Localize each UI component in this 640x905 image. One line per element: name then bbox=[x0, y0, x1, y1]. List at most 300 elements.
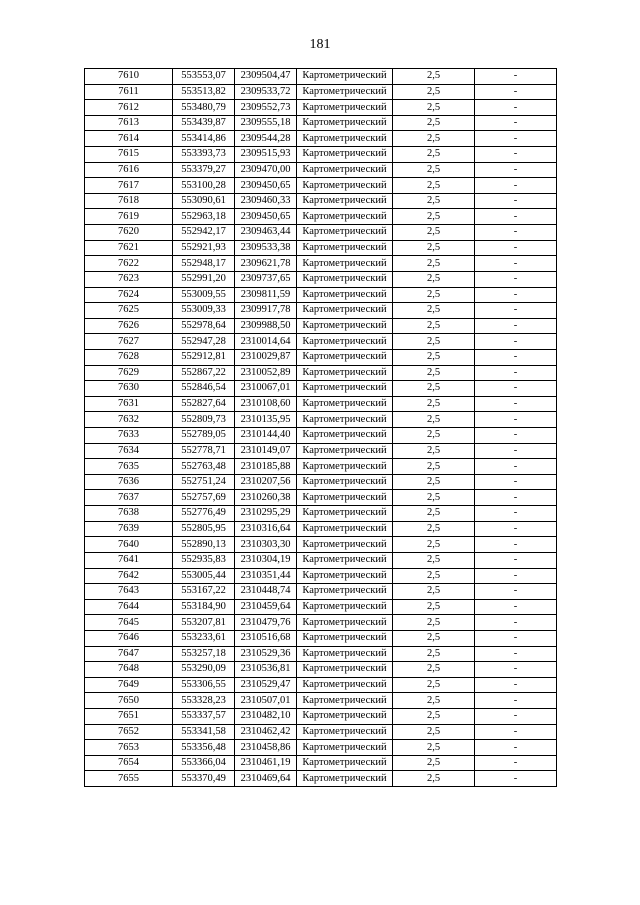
point-number-cell: 7645 bbox=[85, 615, 173, 631]
table-row bbox=[85, 193, 557, 209]
x-coordinate-cell: 553090,61 bbox=[173, 193, 235, 209]
point-number-cell: 7648 bbox=[85, 662, 173, 678]
accuracy-cell: 2,5 bbox=[393, 552, 475, 568]
note-cell: - bbox=[475, 318, 557, 334]
accuracy-cell: 2,5 bbox=[393, 771, 475, 787]
note-cell: - bbox=[475, 615, 557, 631]
y-coordinate-cell: 2310529,36 bbox=[235, 646, 297, 662]
accuracy-cell: 2,5 bbox=[393, 428, 475, 444]
accuracy-cell: 2,5 bbox=[393, 474, 475, 490]
note-cell: - bbox=[475, 225, 557, 241]
point-number-cell: 7622 bbox=[85, 256, 173, 272]
note-cell: - bbox=[475, 490, 557, 506]
method-cell: Картометрический bbox=[297, 677, 393, 693]
point-number-cell: 7618 bbox=[85, 193, 173, 209]
table-row bbox=[85, 740, 557, 756]
method-cell: Картометрический bbox=[297, 584, 393, 600]
note-cell: - bbox=[475, 349, 557, 365]
note-cell: - bbox=[475, 521, 557, 537]
accuracy-cell: 2,5 bbox=[393, 708, 475, 724]
point-number-cell: 7614 bbox=[85, 131, 173, 147]
point-number-cell: 7654 bbox=[85, 755, 173, 771]
method-cell: Картометрический bbox=[297, 708, 393, 724]
y-coordinate-cell: 2310459,64 bbox=[235, 599, 297, 615]
table-row bbox=[85, 256, 557, 272]
point-number-cell: 7635 bbox=[85, 459, 173, 475]
point-number-cell: 7639 bbox=[85, 521, 173, 537]
method-cell: Картометрический bbox=[297, 521, 393, 537]
note-cell: - bbox=[475, 162, 557, 178]
accuracy-cell: 2,5 bbox=[393, 349, 475, 365]
y-coordinate-cell: 2310316,64 bbox=[235, 521, 297, 537]
table-row bbox=[85, 428, 557, 444]
accuracy-cell: 2,5 bbox=[393, 584, 475, 600]
x-coordinate-cell: 553379,27 bbox=[173, 162, 235, 178]
point-number-cell: 7620 bbox=[85, 225, 173, 241]
y-coordinate-cell: 2309737,65 bbox=[235, 271, 297, 287]
table-row bbox=[85, 225, 557, 241]
point-number-cell: 7617 bbox=[85, 178, 173, 194]
table-row bbox=[85, 443, 557, 459]
y-coordinate-cell: 2309917,78 bbox=[235, 303, 297, 319]
x-coordinate-cell: 553480,79 bbox=[173, 100, 235, 116]
y-coordinate-cell: 2309552,73 bbox=[235, 100, 297, 116]
accuracy-cell: 2,5 bbox=[393, 271, 475, 287]
note-cell: - bbox=[475, 147, 557, 163]
method-cell: Картометрический bbox=[297, 84, 393, 100]
method-cell: Картометрический bbox=[297, 287, 393, 303]
x-coordinate-cell: 552789,05 bbox=[173, 428, 235, 444]
method-cell: Картометрический bbox=[297, 271, 393, 287]
accuracy-cell: 2,5 bbox=[393, 459, 475, 475]
point-number-cell: 7613 bbox=[85, 115, 173, 131]
accuracy-cell: 2,5 bbox=[393, 506, 475, 522]
note-cell: - bbox=[475, 662, 557, 678]
y-coordinate-cell: 2310482,10 bbox=[235, 708, 297, 724]
method-cell: Картометрический bbox=[297, 100, 393, 116]
table-row bbox=[85, 100, 557, 116]
table-row bbox=[85, 365, 557, 381]
table-row bbox=[85, 474, 557, 490]
method-cell: Картометрический bbox=[297, 209, 393, 225]
note-cell: - bbox=[475, 506, 557, 522]
point-number-cell: 7621 bbox=[85, 240, 173, 256]
note-cell: - bbox=[475, 287, 557, 303]
table-row bbox=[85, 381, 557, 397]
y-coordinate-cell: 2309811,59 bbox=[235, 287, 297, 303]
point-number-cell: 7655 bbox=[85, 771, 173, 787]
x-coordinate-cell: 553184,90 bbox=[173, 599, 235, 615]
table-row bbox=[85, 708, 557, 724]
x-coordinate-cell: 552963,18 bbox=[173, 209, 235, 225]
y-coordinate-cell: 2309533,38 bbox=[235, 240, 297, 256]
table-row bbox=[85, 693, 557, 709]
accuracy-cell: 2,5 bbox=[393, 396, 475, 412]
note-cell: - bbox=[475, 240, 557, 256]
y-coordinate-cell: 2310529,47 bbox=[235, 677, 297, 693]
method-cell: Картометрический bbox=[297, 740, 393, 756]
accuracy-cell: 2,5 bbox=[393, 724, 475, 740]
method-cell: Картометрический bbox=[297, 412, 393, 428]
accuracy-cell: 2,5 bbox=[393, 193, 475, 209]
note-cell: - bbox=[475, 724, 557, 740]
y-coordinate-cell: 2310479,76 bbox=[235, 615, 297, 631]
note-cell: - bbox=[475, 552, 557, 568]
point-number-cell: 7625 bbox=[85, 303, 173, 319]
x-coordinate-cell: 553393,73 bbox=[173, 147, 235, 163]
y-coordinate-cell: 2310144,40 bbox=[235, 428, 297, 444]
point-number-cell: 7634 bbox=[85, 443, 173, 459]
x-coordinate-cell: 552805,95 bbox=[173, 521, 235, 537]
accuracy-cell: 2,5 bbox=[393, 131, 475, 147]
accuracy-cell: 2,5 bbox=[393, 147, 475, 163]
y-coordinate-cell: 2310351,44 bbox=[235, 568, 297, 584]
accuracy-cell: 2,5 bbox=[393, 287, 475, 303]
accuracy-cell: 2,5 bbox=[393, 599, 475, 615]
x-coordinate-cell: 553553,07 bbox=[173, 69, 235, 85]
note-cell: - bbox=[475, 271, 557, 287]
y-coordinate-cell: 2310458,86 bbox=[235, 740, 297, 756]
method-cell: Картометрический bbox=[297, 396, 393, 412]
accuracy-cell: 2,5 bbox=[393, 256, 475, 272]
x-coordinate-cell: 553005,44 bbox=[173, 568, 235, 584]
method-cell: Картометрический bbox=[297, 615, 393, 631]
table-row bbox=[85, 287, 557, 303]
x-coordinate-cell: 552763,48 bbox=[173, 459, 235, 475]
method-cell: Картометрический bbox=[297, 193, 393, 209]
table-row bbox=[85, 115, 557, 131]
note-cell: - bbox=[475, 708, 557, 724]
note-cell: - bbox=[475, 396, 557, 412]
point-number-cell: 7643 bbox=[85, 584, 173, 600]
note-cell: - bbox=[475, 381, 557, 397]
y-coordinate-cell: 2310185,88 bbox=[235, 459, 297, 475]
y-coordinate-cell: 2310516,68 bbox=[235, 630, 297, 646]
accuracy-cell: 2,5 bbox=[393, 240, 475, 256]
accuracy-cell: 2,5 bbox=[393, 630, 475, 646]
method-cell: Картометрический bbox=[297, 115, 393, 131]
method-cell: Картометрический bbox=[297, 724, 393, 740]
method-cell: Картометрический bbox=[297, 630, 393, 646]
x-coordinate-cell: 552757,69 bbox=[173, 490, 235, 506]
x-coordinate-cell: 553328,23 bbox=[173, 693, 235, 709]
note-cell: - bbox=[475, 365, 557, 381]
accuracy-cell: 2,5 bbox=[393, 662, 475, 678]
table-row bbox=[85, 271, 557, 287]
accuracy-cell: 2,5 bbox=[393, 646, 475, 662]
y-coordinate-cell: 2310014,64 bbox=[235, 334, 297, 350]
table-row bbox=[85, 630, 557, 646]
method-cell: Картометрический bbox=[297, 334, 393, 350]
note-cell: - bbox=[475, 100, 557, 116]
accuracy-cell: 2,5 bbox=[393, 84, 475, 100]
y-coordinate-cell: 2310067,01 bbox=[235, 381, 297, 397]
x-coordinate-cell: 552827,64 bbox=[173, 396, 235, 412]
method-cell: Картометрический bbox=[297, 303, 393, 319]
note-cell: - bbox=[475, 412, 557, 428]
method-cell: Картометрический bbox=[297, 771, 393, 787]
table-row bbox=[85, 240, 557, 256]
y-coordinate-cell: 2310260,38 bbox=[235, 490, 297, 506]
method-cell: Картометрический bbox=[297, 646, 393, 662]
point-number-cell: 7649 bbox=[85, 677, 173, 693]
x-coordinate-cell: 553513,82 bbox=[173, 84, 235, 100]
accuracy-cell: 2,5 bbox=[393, 490, 475, 506]
point-number-cell: 7641 bbox=[85, 552, 173, 568]
x-coordinate-cell: 553233,61 bbox=[173, 630, 235, 646]
x-coordinate-cell: 553306,55 bbox=[173, 677, 235, 693]
method-cell: Картометрический bbox=[297, 349, 393, 365]
note-cell: - bbox=[475, 568, 557, 584]
point-number-cell: 7642 bbox=[85, 568, 173, 584]
accuracy-cell: 2,5 bbox=[393, 443, 475, 459]
method-cell: Картометрический bbox=[297, 459, 393, 475]
y-coordinate-cell: 2309450,65 bbox=[235, 209, 297, 225]
y-coordinate-cell: 2310135,95 bbox=[235, 412, 297, 428]
note-cell: - bbox=[475, 131, 557, 147]
method-cell: Картометрический bbox=[297, 662, 393, 678]
x-coordinate-cell: 553009,55 bbox=[173, 287, 235, 303]
point-number-cell: 7640 bbox=[85, 537, 173, 553]
note-cell: - bbox=[475, 474, 557, 490]
table-row bbox=[85, 568, 557, 584]
table-row bbox=[85, 318, 557, 334]
coordinates-table bbox=[84, 68, 557, 787]
y-coordinate-cell: 2310303,30 bbox=[235, 537, 297, 553]
accuracy-cell: 2,5 bbox=[393, 615, 475, 631]
table-row bbox=[85, 646, 557, 662]
accuracy-cell: 2,5 bbox=[393, 365, 475, 381]
method-cell: Картометрический bbox=[297, 69, 393, 85]
note-cell: - bbox=[475, 693, 557, 709]
note-cell: - bbox=[475, 193, 557, 209]
accuracy-cell: 2,5 bbox=[393, 209, 475, 225]
y-coordinate-cell: 2310461,19 bbox=[235, 755, 297, 771]
table-row bbox=[85, 724, 557, 740]
y-coordinate-cell: 2309470,00 bbox=[235, 162, 297, 178]
note-cell: - bbox=[475, 69, 557, 85]
y-coordinate-cell: 2310469,64 bbox=[235, 771, 297, 787]
accuracy-cell: 2,5 bbox=[393, 115, 475, 131]
x-coordinate-cell: 553439,87 bbox=[173, 115, 235, 131]
point-number-cell: 7636 bbox=[85, 474, 173, 490]
point-number-cell: 7611 bbox=[85, 84, 173, 100]
table-row bbox=[85, 521, 557, 537]
point-number-cell: 7612 bbox=[85, 100, 173, 116]
point-number-cell: 7624 bbox=[85, 287, 173, 303]
y-coordinate-cell: 2309544,28 bbox=[235, 131, 297, 147]
table-row bbox=[85, 506, 557, 522]
y-coordinate-cell: 2309555,18 bbox=[235, 115, 297, 131]
x-coordinate-cell: 552846,54 bbox=[173, 381, 235, 397]
accuracy-cell: 2,5 bbox=[393, 178, 475, 194]
method-cell: Картометрический bbox=[297, 318, 393, 334]
table-row bbox=[85, 349, 557, 365]
table-row bbox=[85, 209, 557, 225]
accuracy-cell: 2,5 bbox=[393, 162, 475, 178]
note-cell: - bbox=[475, 599, 557, 615]
note-cell: - bbox=[475, 740, 557, 756]
point-number-cell: 7619 bbox=[85, 209, 173, 225]
point-number-cell: 7638 bbox=[85, 506, 173, 522]
method-cell: Картометрический bbox=[297, 225, 393, 241]
x-coordinate-cell: 552978,64 bbox=[173, 318, 235, 334]
x-coordinate-cell: 553009,33 bbox=[173, 303, 235, 319]
point-number-cell: 7628 bbox=[85, 349, 173, 365]
x-coordinate-cell: 552867,22 bbox=[173, 365, 235, 381]
method-cell: Картометрический bbox=[297, 178, 393, 194]
method-cell: Картометрический bbox=[297, 568, 393, 584]
accuracy-cell: 2,5 bbox=[393, 318, 475, 334]
x-coordinate-cell: 553366,04 bbox=[173, 755, 235, 771]
x-coordinate-cell: 553414,86 bbox=[173, 131, 235, 147]
table-row bbox=[85, 771, 557, 787]
note-cell: - bbox=[475, 677, 557, 693]
point-number-cell: 7650 bbox=[85, 693, 173, 709]
y-coordinate-cell: 2310507,01 bbox=[235, 693, 297, 709]
note-cell: - bbox=[475, 178, 557, 194]
point-number-cell: 7627 bbox=[85, 334, 173, 350]
y-coordinate-cell: 2309515,93 bbox=[235, 147, 297, 163]
table-row bbox=[85, 584, 557, 600]
accuracy-cell: 2,5 bbox=[393, 225, 475, 241]
y-coordinate-cell: 2310448,74 bbox=[235, 584, 297, 600]
table-row bbox=[85, 662, 557, 678]
table-row bbox=[85, 69, 557, 85]
y-coordinate-cell: 2310108,60 bbox=[235, 396, 297, 412]
method-cell: Картометрический bbox=[297, 693, 393, 709]
note-cell: - bbox=[475, 646, 557, 662]
table-row bbox=[85, 334, 557, 350]
point-number-cell: 7629 bbox=[85, 365, 173, 381]
x-coordinate-cell: 552890,13 bbox=[173, 537, 235, 553]
point-number-cell: 7646 bbox=[85, 630, 173, 646]
accuracy-cell: 2,5 bbox=[393, 412, 475, 428]
method-cell: Картометрический bbox=[297, 147, 393, 163]
accuracy-cell: 2,5 bbox=[393, 303, 475, 319]
table-row bbox=[85, 537, 557, 553]
point-number-cell: 7644 bbox=[85, 599, 173, 615]
point-number-cell: 7651 bbox=[85, 708, 173, 724]
x-coordinate-cell: 553257,18 bbox=[173, 646, 235, 662]
table-row bbox=[85, 131, 557, 147]
note-cell: - bbox=[475, 256, 557, 272]
y-coordinate-cell: 2310029,87 bbox=[235, 349, 297, 365]
x-coordinate-cell: 552751,24 bbox=[173, 474, 235, 490]
method-cell: Картометрический bbox=[297, 162, 393, 178]
table-row bbox=[85, 615, 557, 631]
table-row bbox=[85, 599, 557, 615]
x-coordinate-cell: 552776,49 bbox=[173, 506, 235, 522]
point-number-cell: 7616 bbox=[85, 162, 173, 178]
table-row bbox=[85, 84, 557, 100]
table-row bbox=[85, 490, 557, 506]
table-row bbox=[85, 162, 557, 178]
x-coordinate-cell: 552948,17 bbox=[173, 256, 235, 272]
method-cell: Картометрический bbox=[297, 474, 393, 490]
note-cell: - bbox=[475, 537, 557, 553]
y-coordinate-cell: 2309988,50 bbox=[235, 318, 297, 334]
y-coordinate-cell: 2310207,56 bbox=[235, 474, 297, 490]
coordinates-table-body bbox=[85, 69, 557, 787]
y-coordinate-cell: 2309621,78 bbox=[235, 256, 297, 272]
y-coordinate-cell: 2310462,42 bbox=[235, 724, 297, 740]
table-row bbox=[85, 303, 557, 319]
method-cell: Картометрический bbox=[297, 256, 393, 272]
method-cell: Картометрический bbox=[297, 552, 393, 568]
accuracy-cell: 2,5 bbox=[393, 100, 475, 116]
y-coordinate-cell: 2309460,33 bbox=[235, 193, 297, 209]
x-coordinate-cell: 553167,22 bbox=[173, 584, 235, 600]
accuracy-cell: 2,5 bbox=[393, 537, 475, 553]
y-coordinate-cell: 2310052,89 bbox=[235, 365, 297, 381]
point-number-cell: 7623 bbox=[85, 271, 173, 287]
note-cell: - bbox=[475, 443, 557, 459]
y-coordinate-cell: 2310304,19 bbox=[235, 552, 297, 568]
table-row bbox=[85, 412, 557, 428]
y-coordinate-cell: 2309463,44 bbox=[235, 225, 297, 241]
table-row bbox=[85, 677, 557, 693]
note-cell: - bbox=[475, 428, 557, 444]
note-cell: - bbox=[475, 755, 557, 771]
method-cell: Картометрический bbox=[297, 490, 393, 506]
point-number-cell: 7615 bbox=[85, 147, 173, 163]
method-cell: Картометрический bbox=[297, 506, 393, 522]
point-number-cell: 7610 bbox=[85, 69, 173, 85]
method-cell: Картометрический bbox=[297, 537, 393, 553]
table-row bbox=[85, 396, 557, 412]
point-number-cell: 7630 bbox=[85, 381, 173, 397]
point-number-cell: 7631 bbox=[85, 396, 173, 412]
x-coordinate-cell: 553207,81 bbox=[173, 615, 235, 631]
table-row bbox=[85, 552, 557, 568]
method-cell: Картометрический bbox=[297, 131, 393, 147]
x-coordinate-cell: 552947,28 bbox=[173, 334, 235, 350]
note-cell: - bbox=[475, 771, 557, 787]
point-number-cell: 7637 bbox=[85, 490, 173, 506]
point-number-cell: 7652 bbox=[85, 724, 173, 740]
accuracy-cell: 2,5 bbox=[393, 381, 475, 397]
method-cell: Картометрический bbox=[297, 755, 393, 771]
note-cell: - bbox=[475, 334, 557, 350]
x-coordinate-cell: 553337,57 bbox=[173, 708, 235, 724]
y-coordinate-cell: 2310295,29 bbox=[235, 506, 297, 522]
note-cell: - bbox=[475, 115, 557, 131]
accuracy-cell: 2,5 bbox=[393, 693, 475, 709]
table-row bbox=[85, 459, 557, 475]
note-cell: - bbox=[475, 584, 557, 600]
x-coordinate-cell: 552991,20 bbox=[173, 271, 235, 287]
table-row bbox=[85, 755, 557, 771]
accuracy-cell: 2,5 bbox=[393, 677, 475, 693]
accuracy-cell: 2,5 bbox=[393, 740, 475, 756]
point-number-cell: 7633 bbox=[85, 428, 173, 444]
table-row bbox=[85, 147, 557, 163]
y-coordinate-cell: 2309504,47 bbox=[235, 69, 297, 85]
accuracy-cell: 2,5 bbox=[393, 568, 475, 584]
accuracy-cell: 2,5 bbox=[393, 334, 475, 350]
method-cell: Картометрический bbox=[297, 365, 393, 381]
point-number-cell: 7626 bbox=[85, 318, 173, 334]
accuracy-cell: 2,5 bbox=[393, 755, 475, 771]
note-cell: - bbox=[475, 459, 557, 475]
method-cell: Картометрический bbox=[297, 599, 393, 615]
y-coordinate-cell: 2309450,65 bbox=[235, 178, 297, 194]
x-coordinate-cell: 552942,17 bbox=[173, 225, 235, 241]
point-number-cell: 7632 bbox=[85, 412, 173, 428]
x-coordinate-cell: 552809,73 bbox=[173, 412, 235, 428]
y-coordinate-cell: 2309533,72 bbox=[235, 84, 297, 100]
